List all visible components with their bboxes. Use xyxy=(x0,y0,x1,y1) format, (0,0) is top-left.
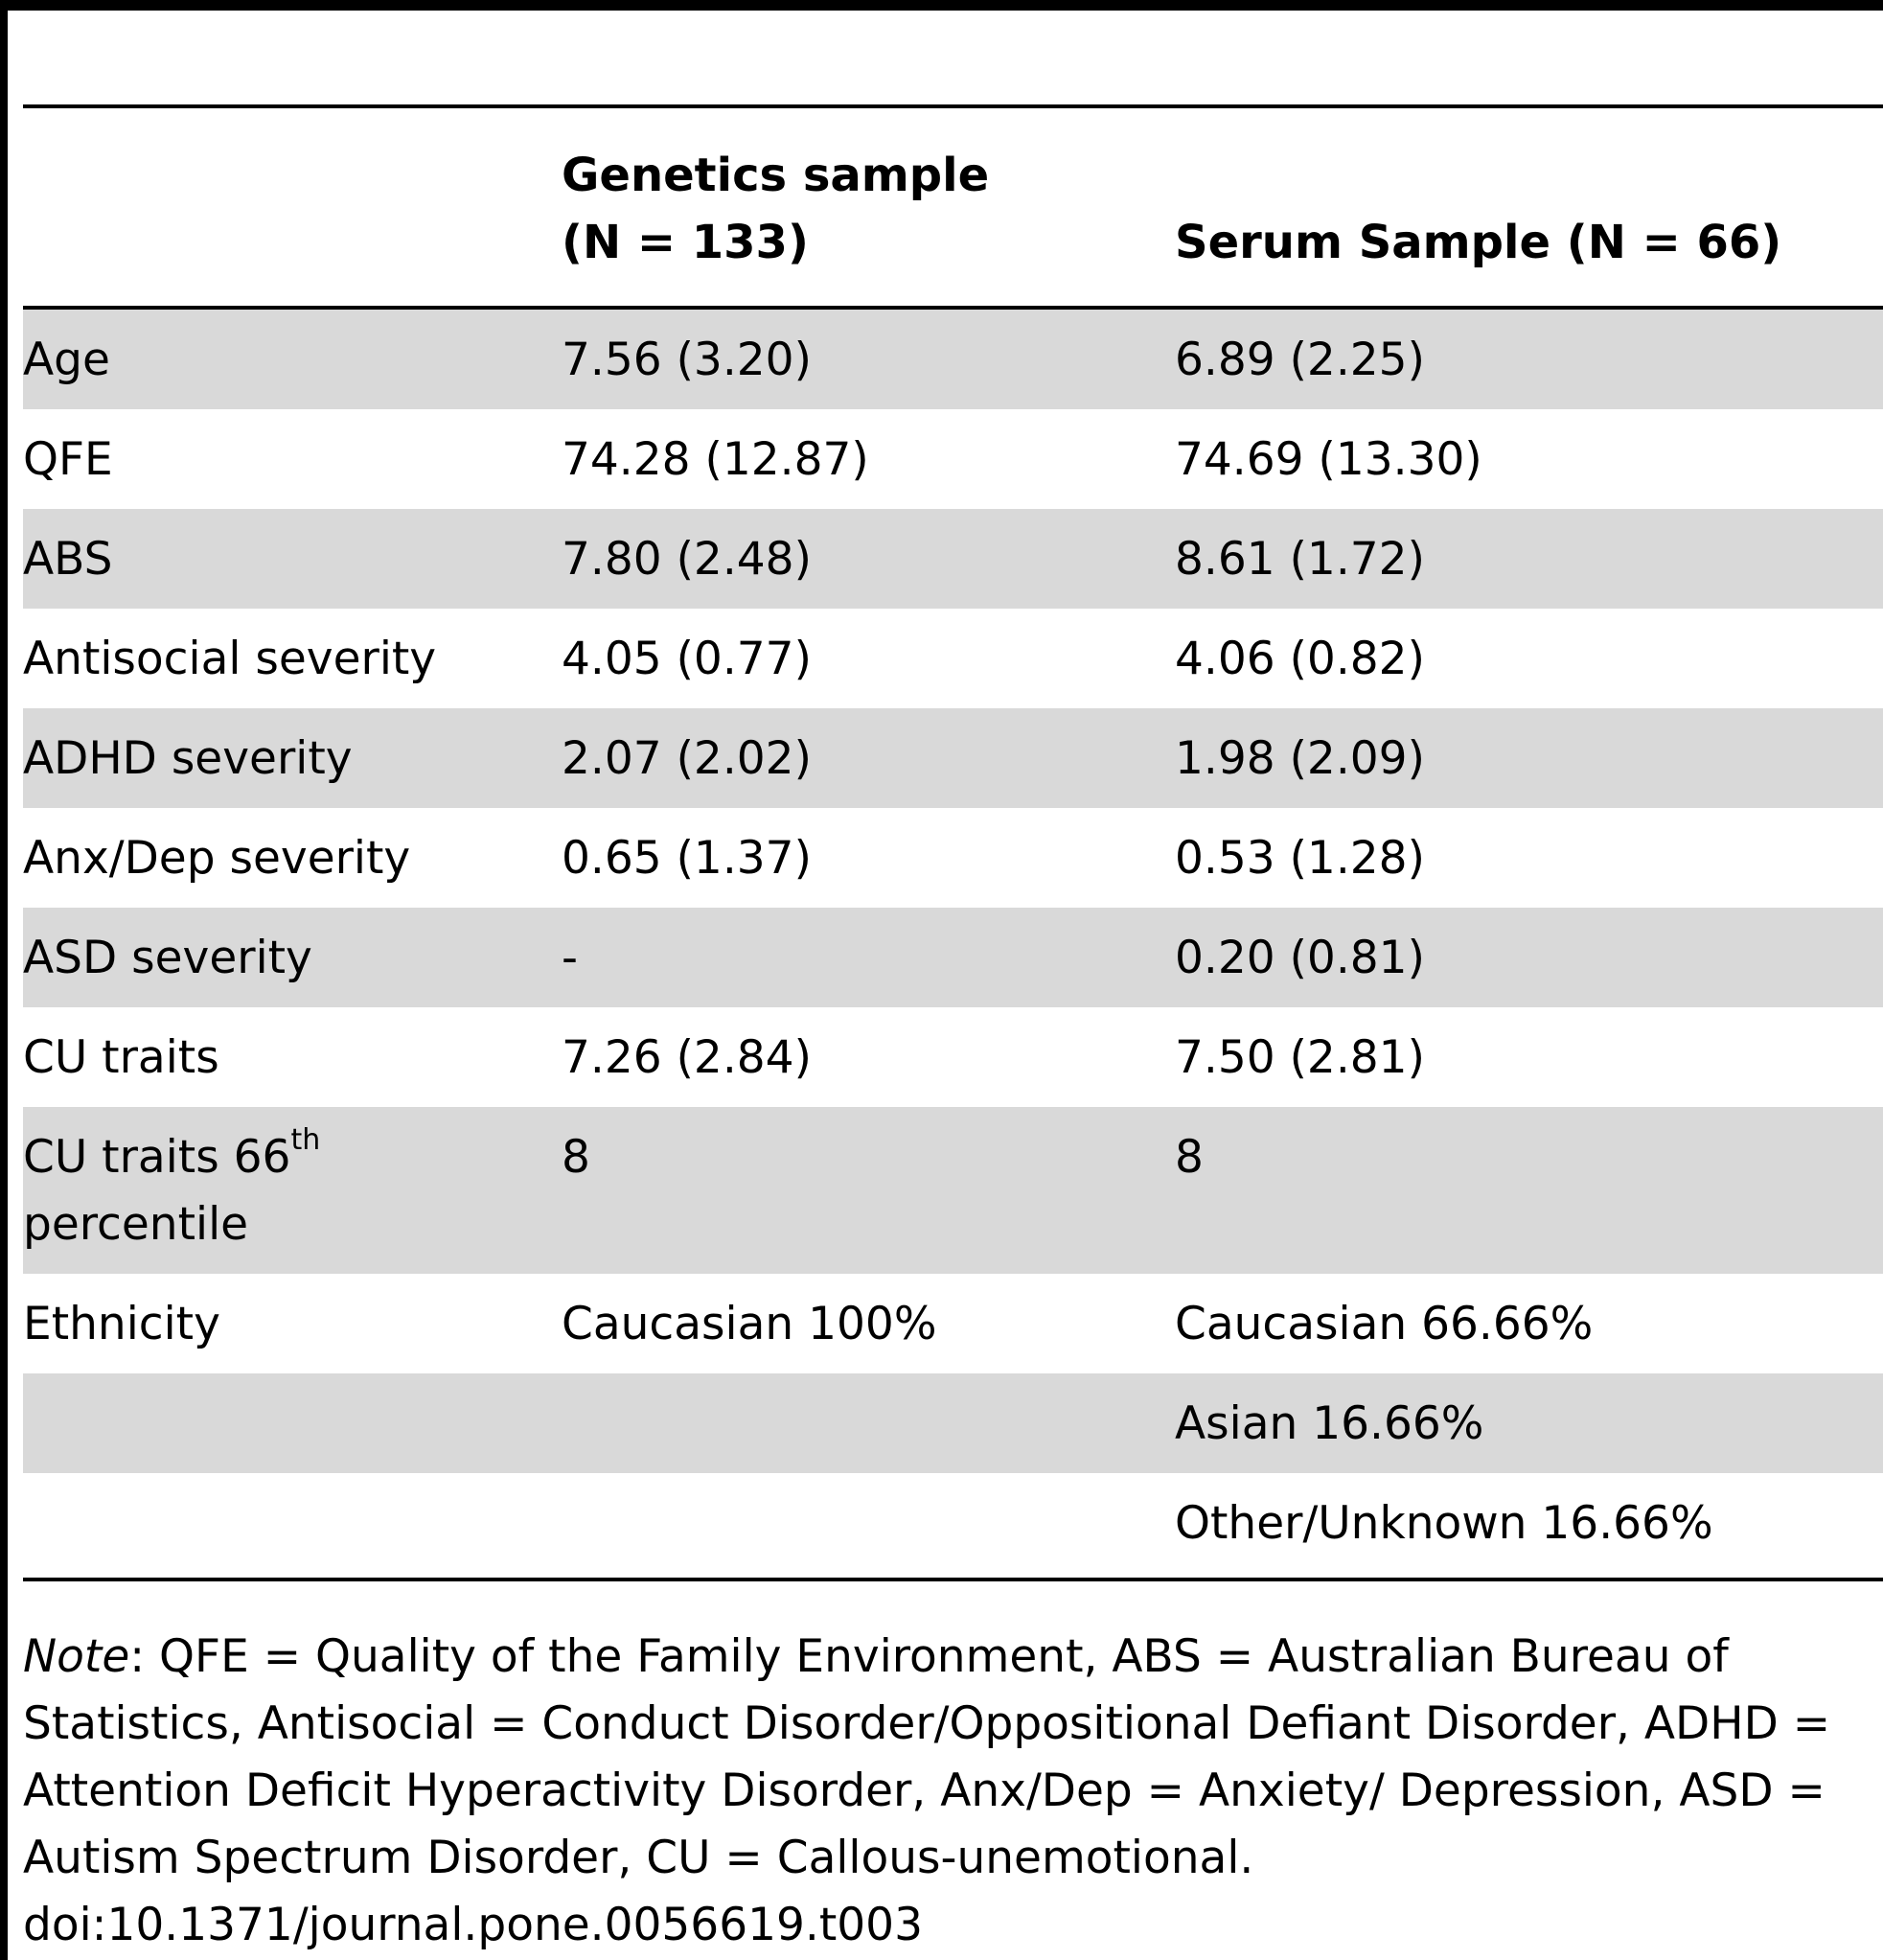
genetics-value: 0.65 (1.37) xyxy=(562,832,812,885)
genetics-value: 74.28 (12.87) xyxy=(562,433,869,486)
row-label: QFE xyxy=(23,433,113,486)
genetics-value: - xyxy=(562,932,578,984)
table-row xyxy=(23,908,1883,1007)
table-bottom-rule xyxy=(23,1578,1883,1581)
serum-value: 0.20 (0.81) xyxy=(1175,932,1425,984)
genetics-value: 7.26 (2.84) xyxy=(562,1031,812,1084)
table-row xyxy=(23,1107,1883,1274)
table-row xyxy=(23,310,1883,409)
row-label: Antisocial severity xyxy=(23,633,437,685)
serum-value: 8 xyxy=(1175,1131,1204,1184)
table-row xyxy=(23,1473,1883,1573)
serum-value: 8.61 (1.72) xyxy=(1175,533,1425,586)
doi-text: doi:10.1371/journal.pone.0056619.t003 xyxy=(23,1899,923,1951)
genetics-value: 8 xyxy=(562,1131,590,1184)
table-row xyxy=(23,708,1883,808)
genetics-value: Caucasian 100% xyxy=(562,1298,937,1350)
serum-value: 74.69 (13.30) xyxy=(1175,433,1482,486)
table-body xyxy=(23,310,1883,1573)
row-label-superscript: th xyxy=(290,1123,321,1157)
row-label-line1: CU traits 66 xyxy=(23,1131,291,1184)
row-label: ADHD severity xyxy=(23,732,353,785)
genetics-value: 7.80 (2.48) xyxy=(562,533,812,586)
header-genetics-title: Genetics sample xyxy=(562,149,990,202)
table-row xyxy=(23,1373,1883,1473)
table-row xyxy=(23,609,1883,708)
table-row xyxy=(23,1274,1883,1373)
footnote-text xyxy=(23,1624,1863,1892)
row-label: Age xyxy=(23,334,110,386)
serum-value: 7.50 (2.81) xyxy=(1175,1031,1425,1084)
top-rule xyxy=(0,0,1883,11)
note-label: Note xyxy=(23,1630,130,1683)
serum-value: Other/Unknown 16.66% xyxy=(1175,1497,1713,1550)
row-label: ASD severity xyxy=(23,932,312,984)
header-genetics-n: (N = 133) xyxy=(562,216,809,269)
row-label: Ethnicity xyxy=(23,1298,220,1350)
genetics-value: 2.07 (2.02) xyxy=(562,732,812,785)
table-row xyxy=(23,409,1883,509)
table-row xyxy=(23,509,1883,609)
serum-value: Asian 16.66% xyxy=(1175,1397,1484,1450)
genetics-value: 7.56 (3.20) xyxy=(562,334,812,386)
serum-value: 0.53 (1.28) xyxy=(1175,832,1425,885)
header-top-rule xyxy=(23,104,1883,108)
header-serum-sample: Serum Sample (N = 66) xyxy=(1175,216,1782,269)
table-header xyxy=(0,109,1883,309)
genetics-value: 4.05 (0.77) xyxy=(562,633,812,685)
table-footnote xyxy=(23,1624,1863,1959)
row-label: ABS xyxy=(23,533,113,586)
row-label-line2: percentile xyxy=(23,1198,249,1251)
row-label: CU traits xyxy=(23,1031,219,1084)
serum-value: 1.98 (2.09) xyxy=(1175,732,1425,785)
serum-value: Caucasian 66.66% xyxy=(1175,1298,1594,1350)
note-body: : QFE = Quality of the Family Environment, ABS = Australian Bureau of Statistics, Antisocial = Conduct Disorder/Oppositional Defiant Disorder, ADHD = Attention Deficit Hyperactivity Disorder, Anx/Dep = Anxiety/ Depression, ASD = Autism Spectrum Disorder, CU = Callous-unemotional. xyxy=(23,1630,1831,1884)
row-label xyxy=(23,1124,320,1258)
table-row xyxy=(23,1007,1883,1107)
serum-value: 4.06 (0.82) xyxy=(1175,633,1425,685)
header-genetics-sample xyxy=(562,142,989,276)
serum-value: 6.89 (2.25) xyxy=(1175,334,1425,386)
row-label: Anx/Dep severity xyxy=(23,832,411,885)
table-row xyxy=(23,808,1883,908)
